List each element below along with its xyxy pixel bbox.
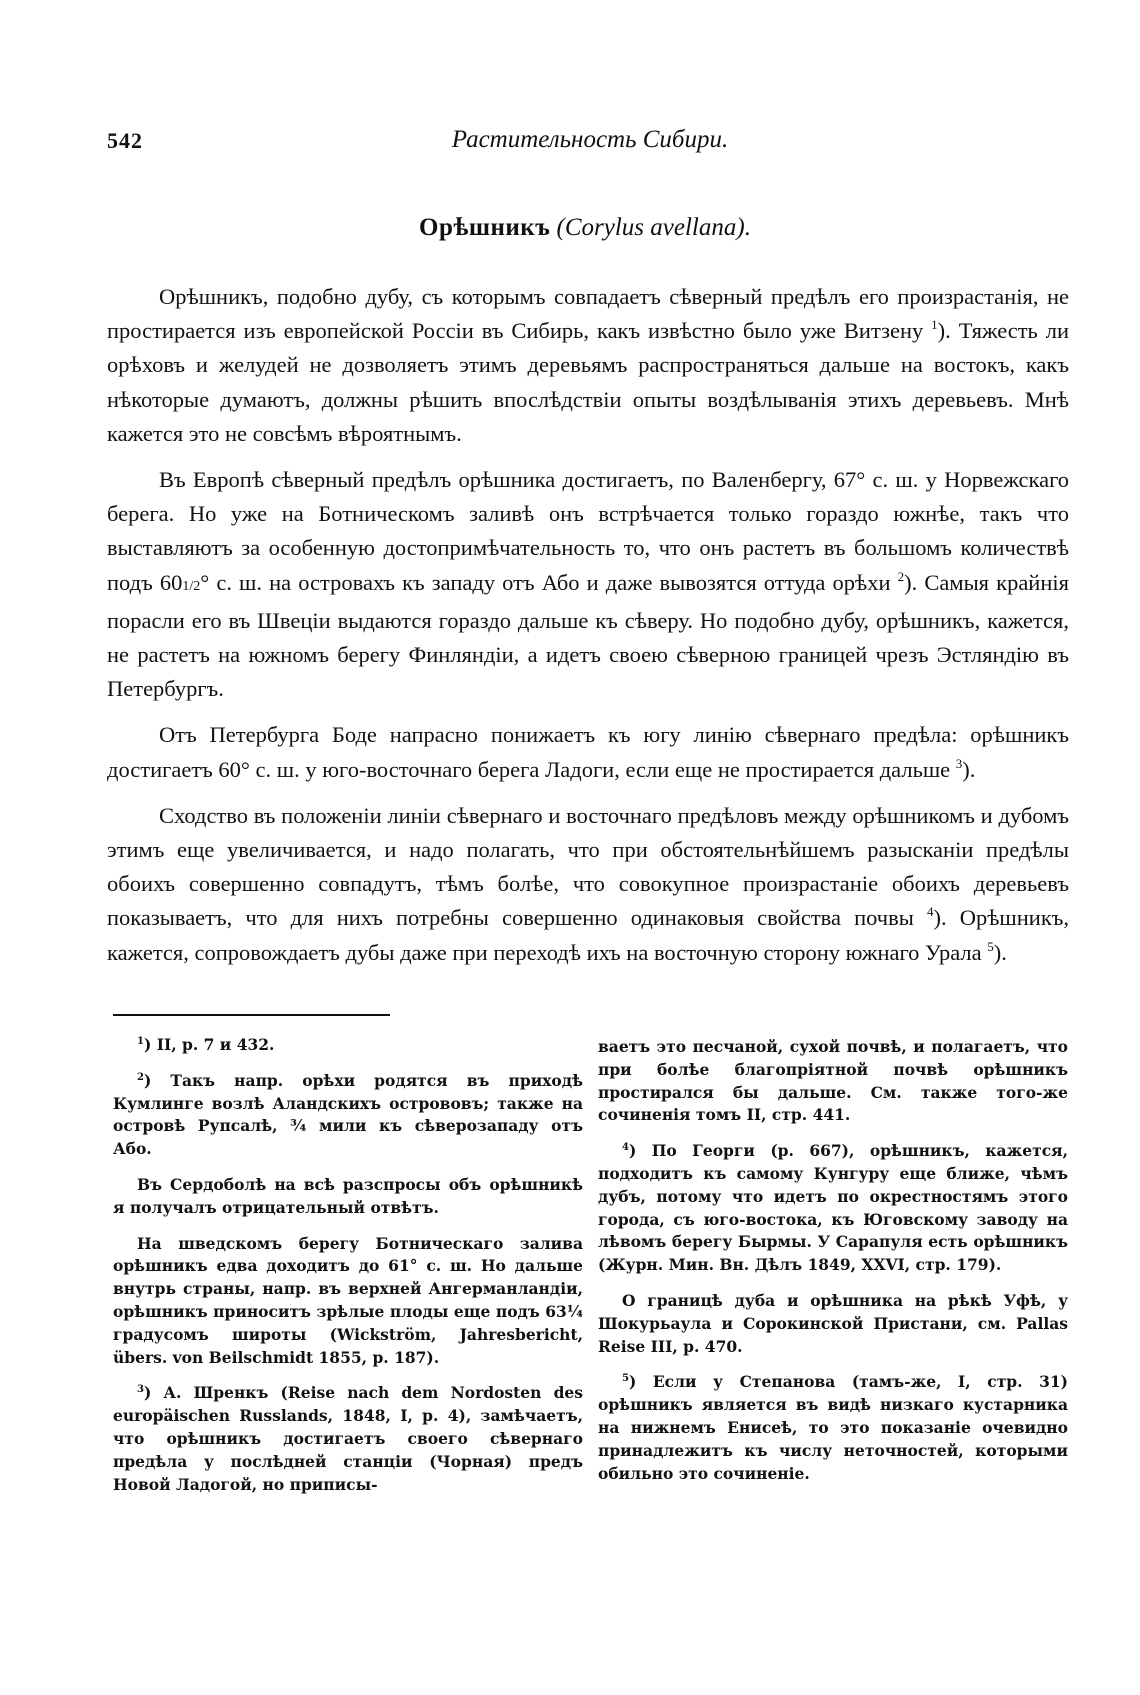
paragraph-text: ). Орѣшникъ, кажется, сопровождаетъ дубы даже при переходѣ ихъ на восточную сторону южнаго Урала [107,905,1070,965]
body-text [107,280,1069,982]
paragraph-1 [107,280,1069,451]
fraction: 1/2 [182,578,201,594]
footnote-mark: 3 [137,1384,144,1396]
paragraph-text: ° с. ш. на островахъ къ западу отъ Або и даже вывозятся оттуда орѣхи [200,569,891,595]
footnote-mark: 1 [137,1036,144,1047]
paragraph-text: Отъ Петербурга Боде напрасно понижаетъ къ югу линію сѣвернаго предѣла: орѣшникъ достигаетъ 60° с. ш. у юго-восточнаго берега Ладоги, если еще не простирается дальше [107,722,1069,782]
running-title: Растительность Сибири. [451,126,729,153]
footnote-text: О границѣ дуба и орѣшника на рѣкѣ Уфѣ, у Шокурьаула и Сорокинской Пристани, см. Pallas Reise III, p. 470. [598,1290,1068,1356]
footnote [113,1034,583,1057]
footnote-text: Въ Сердоболѣ на всѣ разспросы объ орѣшникѣ я получалъ отрицательный отвѣтъ. [113,1174,583,1217]
paragraph-4 [107,799,1069,970]
paragraph-text: ). [962,756,976,782]
footnote [113,1070,583,1161]
paragraph-2 [107,463,1069,706]
footnote-mark: 2 [137,1071,144,1083]
footnote-separator [113,1014,390,1016]
footnote-ref-3: 3 [955,755,963,771]
footnote-text: ) По Георги (p. 667), орѣшникъ, кажется, подходитъ къ самому Кунгуру еще ближе, чѣмъ дубъ, потому что идетъ по окрестностямъ этого города, съ юго-востока, къ Юговскому заводу на лѣвомъ берегу Бырмы. У Сарапуля есть орѣшникъ (Журн. Мин. Вн. Дѣлъ 1849, XXVI, стр. 179). [598,1141,1068,1275]
footnote-text: ваетъ это песчаной, сухой почвѣ, и полагаетъ, что при болѣе благопріятной почвѣ орѣшникъ простирался бы дальше. См. также того-же сочиненія томъ II, стр. 441. [598,1037,1068,1125]
footnote-ref-1: 1 [931,317,938,333]
section-title-russian: Орѣшникъ [419,214,551,241]
paragraph-text: ). Самыя крайнія порасли его въ Швеціи выдаются гораздо дальше къ сѣверу. Но подобно дубу, орѣшникъ, кажется, не растетъ на южномъ берегу Финляндіи, а идетъ своею сѣверною границей чрезъ Эстляндію въ Петербургъ. [107,569,1069,702]
footnote [598,1140,1068,1277]
footnote-text: На шведскомъ берегу Ботническаго залива орѣшникъ едва доходитъ до 61° с. ш. Но дальше внутрь страны, напр. въ верхней Ангерманландіи, орѣшникъ приноситъ зрѣлые плоды еще подъ 63¼ градусомъ широты (Wickström, Jahresbericht, übers. von Beilschmidt 1855, p. 187). [113,1233,583,1367]
footnote-text: ) Такъ напр. орѣхи родятся въ приходѣ Кумлинге возлѣ Аландскихъ острововъ; также на островѣ Рупсалѣ, ¾ мили къ сѣверозападу отъ Або. [113,1070,583,1159]
paragraph-text: Сходство въ положеніи линіи сѣвернаго и восточнаго предѣловъ между орѣшникомъ и дубомъ этимъ еще увеличивается, и надо полагать, что при обстоятельнѣйшемъ разысканіи предѣлы обоихъ совершенно совпадутъ, тѣмъ болѣе, что совокупное произрастаніе обоихъ деревьевъ показываетъ, что для нихъ потребны совершенно одинаковыя свойства почвы [107,802,1069,931]
footnote-mark: 4 [622,1142,629,1154]
paragraph-3 [107,718,1069,786]
footnote [113,1233,583,1370]
footnote-text: ) Если у Степанова (тамъ-же, I, стр. 31) орѣшникъ является въ видѣ низкаго кустарника на нижнемъ Енисеѣ, то это показаніе очевидно принадлежитъ къ числу неточностей, которыми обильно это сочиненіе. [598,1372,1068,1483]
paragraph-text: ). [993,939,1007,965]
footnote-text: ) II, p. 7 и 432. [143,1035,275,1054]
footnote-ref-4: 4 [926,904,934,920]
paragraph-text: Орѣшникъ, подобно дубу, съ которымъ совпадаетъ сѣверный предѣлъ его произрастанія, не простирается изъ европейской Россіи въ Сибирь, какъ извѣстно было уже Витзену [107,284,1069,344]
footnote-mark: 5 [622,1373,629,1385]
paragraph-text: Въ Европѣ сѣверный предѣлъ орѣшника достигаетъ, по Валенбергу, 67° с. ш. у Норвежскаго берега. Но уже на Ботническомъ заливѣ онъ встрѣчается только гораздо южнѣе, такъ что выставляютъ за особенную достопримѣчательность то, что онъ растетъ въ большомъ количествѣ подъ 60 [107,467,1069,595]
section-title [0,214,1140,242]
footnote [113,1382,583,1496]
footnote [113,1174,583,1220]
footnotes-left-column [113,1034,583,1509]
footnote [598,1371,1068,1485]
footnotes-right-column [598,1036,1068,1498]
footnote-continuation [598,1036,1068,1127]
paragraph-text: ). Тяжесть ли орѣховъ и желудей не дозволяетъ этимъ деревьямъ распространяться дальше на востокъ, какъ нѣкоторые думаютъ, должны рѣшить впослѣдствіи опыты воздѣлыванія этихъ деревьевъ. Мнѣ кажется это не совсѣмъ вѣроятнымъ. [107,318,1070,446]
footnote-ref-2: 2 [897,568,905,584]
section-title-latin: (Corylus avellana). [556,214,751,241]
footnote [598,1290,1068,1358]
footnote-ref-5: 5 [987,938,994,954]
footnote-text: ) А. Шренкъ (Reise nach dem Nordosten des europäischen Russlands, 1848, I, p. 4), замѣчаетъ, что орѣшникъ достигаетъ своего сѣвернаго предѣла у послѣдней станціи (Чорная) предъ Новой Ладогой, но приписы- [113,1383,583,1494]
page-number: 542 [107,128,143,153]
